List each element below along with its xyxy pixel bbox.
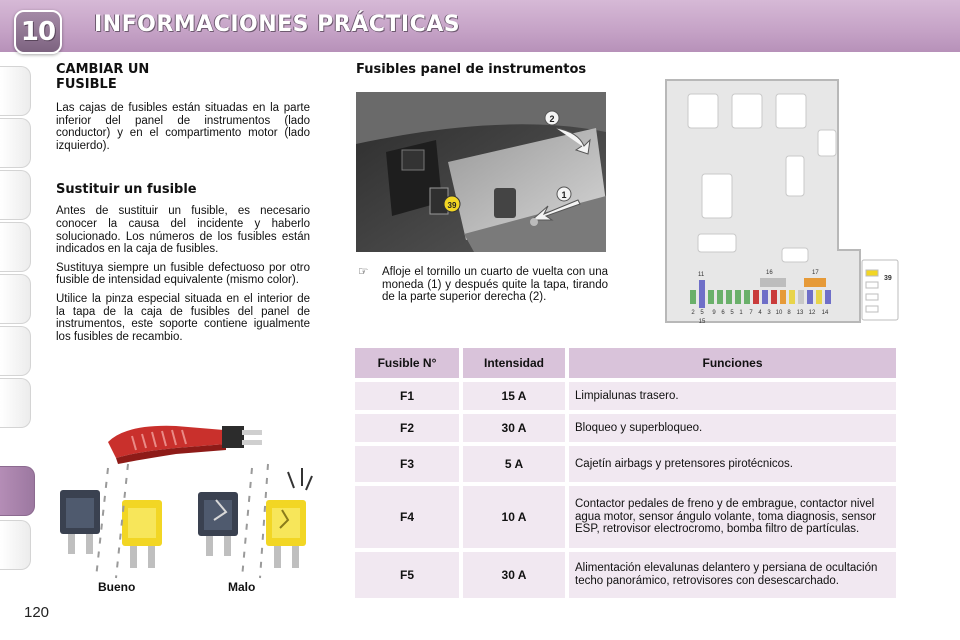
- diagram-label: 14: [821, 310, 829, 316]
- fuse-tool-illustration: [56, 408, 316, 608]
- cell-amp: 10 A: [463, 486, 565, 548]
- diagram-label: 5: [700, 310, 704, 316]
- chapter-tab[interactable]: [0, 170, 31, 220]
- chapter-tab[interactable]: [0, 274, 31, 324]
- chapter-number: 10: [20, 17, 56, 47]
- diagram-label: 11: [698, 272, 705, 278]
- table-row: [355, 446, 896, 482]
- cell-fuse: F4: [355, 486, 459, 548]
- fusebox-diagram: [662, 74, 902, 326]
- section-heading: CAMBIAR UN FUSIBLE: [56, 62, 150, 92]
- dashboard-fusebox-image: [356, 92, 606, 252]
- fuse-good-label: Bueno: [98, 580, 136, 594]
- cell-fuse: F2: [355, 414, 459, 442]
- paragraph: Sustituya siempre un fusible defectuoso por otro fusible de intensidad equivalente (mismo color).: [56, 261, 310, 287]
- column-header-functions: Funciones: [569, 348, 896, 378]
- cell-fuse: F1: [355, 382, 459, 410]
- fuse-good-icon: [60, 464, 162, 578]
- paragraph: Antes de sustituir un fusible, es necesario conocer la causa del incidente y haberlo solucionado. Los números de los fusibles están indicados en la caja de fusibles.: [56, 205, 310, 256]
- fuse-table: [351, 344, 900, 602]
- cell-amp: 15 A: [463, 382, 565, 410]
- fuse-puller-icon: [108, 426, 262, 464]
- diagram-label: 15: [698, 319, 706, 325]
- table-row: [355, 382, 896, 410]
- chapter-tab[interactable]: [0, 66, 31, 116]
- callout-39-label: 39: [447, 201, 457, 210]
- diagram-label: 12: [808, 310, 816, 316]
- chapter-tabs: [0, 60, 36, 580]
- instruction-block: [356, 266, 608, 304]
- chapter-tab[interactable]: [0, 222, 31, 272]
- chapter-badge: [14, 10, 62, 54]
- sub-heading: Sustituir un fusible: [56, 182, 197, 198]
- fuse-puller-image: [56, 408, 316, 583]
- paragraph: Utilice la pinza especial situada en el interior de la tapa de la caja de fusibles del panel de instrumentos, este soporte contiene igualmente los fusibles de recambio.: [56, 292, 310, 343]
- cell-function: Contactor pedales de freno y de embrague, contactor nivel agua motor, sensor ángulo volante, toma diagnosis, sensor ESP, retrovisor electrocromo, bomba filtro de partículas.: [569, 486, 896, 548]
- chapter-tab[interactable]: [0, 520, 31, 570]
- table-row: [355, 414, 896, 442]
- section-title: Fusibles panel de instrumentos: [356, 62, 587, 77]
- cell-fuse: F5: [355, 552, 459, 598]
- cell-amp: 30 A: [463, 414, 565, 442]
- callout-2-label: 2: [549, 114, 555, 124]
- page-number: 120: [24, 604, 50, 621]
- diagram-label: 6: [721, 310, 725, 316]
- hand-pointer-icon: ☞: [358, 266, 369, 278]
- cell-function: Bloqueo y superbloqueo.: [569, 414, 896, 442]
- instruction-text: Afloje el tornillo un cuarto de vuelta con una moneda (1) y después quite la tapa, tirando de la parte superior derecha (2).: [382, 266, 608, 304]
- page-title: INFORMACIONES PRÁCTICAS: [94, 12, 461, 37]
- column-header-fuse: Fusible N°: [355, 348, 459, 378]
- diagram-label: 13: [796, 310, 804, 316]
- column-header-intensity: Intensidad: [463, 348, 565, 378]
- dashboard-photo: [356, 92, 606, 252]
- fuse-bad-label: Malo: [228, 580, 256, 594]
- diagram-label: 3: [767, 310, 771, 316]
- cell-function: Alimentación elevalunas delantero y persiana de ocultación techo panorámico, retrovisores con desescarchado.: [569, 552, 896, 598]
- cell-fuse: F3: [355, 446, 459, 482]
- diagram-label: 39: [884, 275, 892, 282]
- diagram-label: 16: [766, 270, 773, 276]
- diagram-label: 2: [691, 310, 695, 316]
- fusebox-diagram-image: [662, 74, 902, 326]
- cell-function: Cajetín airbags y pretensores pirotécnicos.: [569, 446, 896, 482]
- left-column: [56, 62, 310, 349]
- table-header-row: [355, 348, 896, 378]
- diagram-label: 9: [712, 310, 716, 316]
- diagram-label: 5: [730, 310, 734, 316]
- table-row: [355, 552, 896, 598]
- chapter-tab[interactable]: [0, 378, 31, 428]
- fuse-bad-icon: [198, 464, 312, 578]
- diagram-label: 8: [787, 310, 791, 316]
- diagram-label: 17: [812, 270, 819, 276]
- cell-amp: 30 A: [463, 552, 565, 598]
- page-header: [0, 0, 960, 52]
- diagram-label: 7: [749, 310, 753, 316]
- callout-1-label: 1: [561, 190, 567, 200]
- chapter-tab[interactable]: [0, 326, 31, 376]
- intro-paragraph: Las cajas de fusibles están situadas en la parte inferior del panel de instrumentos (lado conductor) y en el compartimento motor (lado izquierdo).: [56, 102, 310, 152]
- callout-39: [444, 196, 460, 212]
- diagram-label: 4: [758, 310, 762, 316]
- chapter-tab[interactable]: [0, 118, 31, 168]
- diagram-label: 1: [739, 310, 743, 316]
- cell-amp: 5 A: [463, 446, 565, 482]
- cell-function: Limpialunas trasero.: [569, 382, 896, 410]
- diagram-label: 10: [775, 310, 783, 316]
- table-row: [355, 486, 896, 548]
- chapter-tab-active[interactable]: [0, 466, 35, 516]
